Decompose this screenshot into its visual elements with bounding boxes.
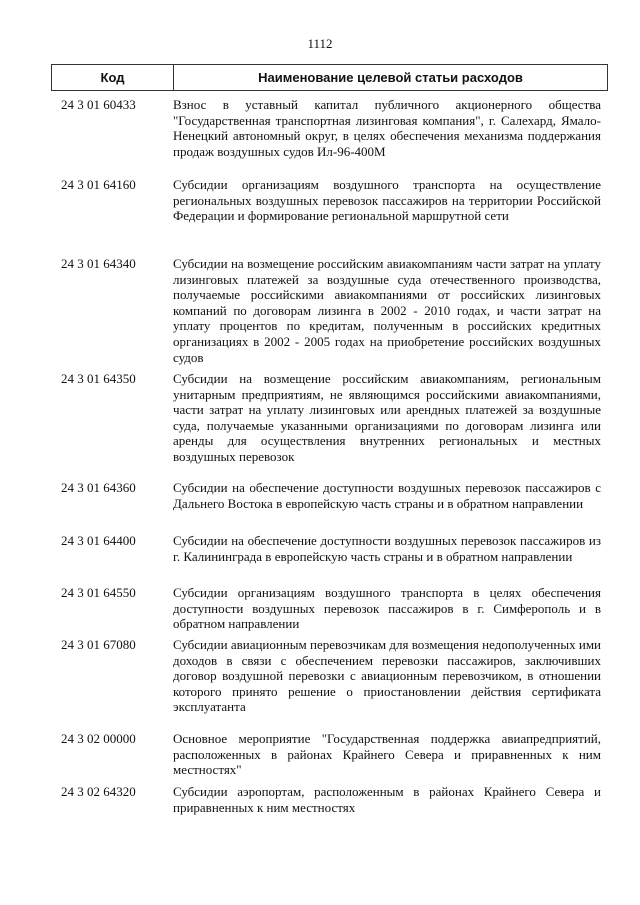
row-name: Субсидии авиационным перевозчикам для возмещения недополученных ими доходов в связи с обеспечением перевозки пассажиров, заключивших договор воздушной перевозки с авиационным перевозчиком, в отношении которого принято решение о приостановлении действия сертификата эксплуатанта — [173, 637, 601, 715]
row-name: Субсидии организациям воздушного транспорта в целях обеспечения доступности воздушных перевозок пассажиров в г. Симферополь и в обратном направлении — [173, 585, 601, 632]
row-name: Основное мероприятие "Государственная поддержка авиапредприятий, расположенных в районах Крайнего Севера и приравненных к ним местностях" — [173, 731, 601, 778]
table-row — [51, 731, 608, 778]
budget-table — [51, 64, 608, 815]
table-row — [51, 533, 608, 564]
row-code: 24 3 01 64550 — [61, 585, 136, 600]
row-name: Субсидии на возмещение российским авиакомпаниям, региональным унитарным предприятиям, не являющимся российскими авиакомпаниями, части затрат на уплату лизинговых или арендных платежей за воздушные суда, получаемые указанными организациями по договорам лизинга или аренды для осуществления внутренних региональных и местных воздушных перевозок — [173, 371, 601, 464]
table-row — [51, 585, 608, 632]
row-code: 24 3 01 64160 — [61, 177, 136, 192]
row-code: 24 3 01 64360 — [61, 480, 136, 495]
row-code: 24 3 02 64320 — [61, 784, 136, 799]
row-name: Субсидии аэропортам, расположенным в районах Крайнего Севера и приравненных к ним местностях — [173, 784, 601, 815]
row-name: Взнос в уставный капитал публичного акционерного общества "Государственная транспортная лизинговая компания", г. Салехард, Ямало-Ненецкий автономный округ, в целях обеспечения механизма поддержания продаж воздушных судов Ил-96-400М — [173, 97, 601, 159]
table-row — [51, 480, 608, 511]
row-name: Субсидии на обеспечение доступности воздушных перевозок пассажиров с Дальнего Востока в европейскую часть страны и в обратном направлении — [173, 480, 601, 511]
page-number: 1112 — [307, 36, 333, 51]
header-name: Наименование целевой статьи расходов — [258, 70, 523, 85]
header-code: Код — [52, 65, 174, 90]
row-code: 24 3 01 60433 — [61, 97, 136, 112]
row-name: Субсидии организациям воздушного транспорта на осуществление региональных воздушных перевозок пассажиров на территории Российской Федерации и формирование региональной маршрутной сети — [173, 177, 601, 224]
table-row — [51, 97, 608, 159]
table-row — [51, 371, 608, 464]
table-row — [51, 256, 608, 365]
row-code: 24 3 01 64340 — [61, 256, 136, 271]
row-name: Субсидии на возмещение российским авиакомпаниям части затрат на уплату лизинговых платежей за воздушные суда отечественного производства, получаемые российскими авиакомпаниями от российских лизинговых компаний по договорам лизинга в 2002 - 2010 годах, и части затрат на уплату процентов по кредитам, полученным в российских кредитных организациях в 2002 - 2005 годах на приобретение российских воздушных судов — [173, 256, 601, 365]
table-row — [51, 784, 608, 815]
table-row — [51, 177, 608, 224]
row-code: 24 3 01 67080 — [61, 637, 136, 652]
table-header — [51, 64, 608, 91]
row-code: 24 3 02 00000 — [61, 731, 136, 746]
row-code: 24 3 01 64400 — [61, 533, 136, 548]
row-name: Субсидии на обеспечение доступности воздушных перевозок пассажиров из г. Калининграда в европейскую часть страны и в обратном направлении — [173, 533, 601, 564]
table-row — [51, 637, 608, 715]
row-code: 24 3 01 64350 — [61, 371, 136, 386]
